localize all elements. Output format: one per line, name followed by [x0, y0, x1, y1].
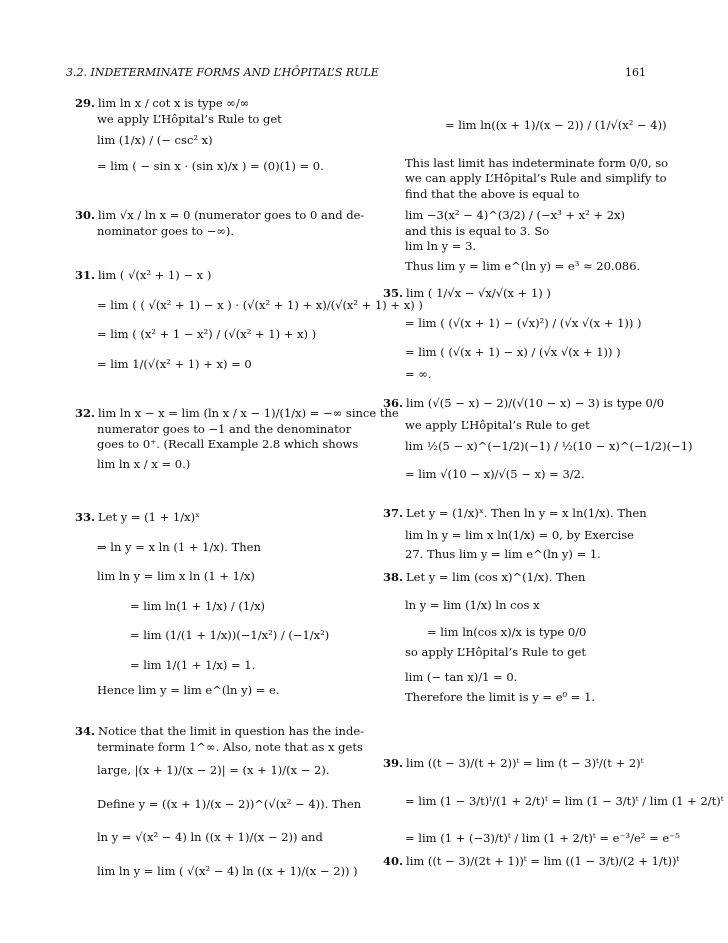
exercise-line: lim −3(x² − 4)^(3/2) / (−x³ + x² + 2x) and this is equal to 3. So — [405, 208, 625, 238]
page-number: 161 — [625, 66, 646, 79]
exercise-number: 34. — [75, 724, 96, 738]
exercise-line: ln y = √(x² − 4) ln ((x + 1)/(x − 2)) and — [97, 830, 323, 845]
exercise-line: Thus lim y = lim e^(ln y) = e³ ≈ 20.086. — [405, 258, 641, 273]
exercise-line: = lim √(10 − x)/√(5 − x) = 3/2. — [405, 466, 585, 481]
exercise-40 — [383, 854, 680, 870]
exercise-line: Let y = (1 + 1/x)ˣ — [98, 510, 200, 524]
exercise-number: 33. — [75, 510, 96, 524]
exercise-line: goes to 0⁺. (Recall Example 2.8 which shows — [97, 437, 359, 452]
exercise-line: lim (1/x) / (− csc² x) — [97, 133, 213, 148]
exercise-line: lim ( 1/√x − √x/√(x + 1) ) — [406, 286, 551, 300]
exercise-line: lim √x / ln x = 0 (numerator goes to 0 and de- — [98, 208, 365, 222]
exercise-37 — [383, 506, 648, 563]
exercise-number: 32. — [75, 406, 96, 420]
exercise-line: = lim ln((x + 1)/(x − 2)) / (1/√(x² − 4)) — [445, 118, 667, 132]
exercise-line: = ∞. — [405, 366, 432, 381]
exercise-line: = lim 1/(1 + 1/x) = 1. — [130, 657, 256, 672]
exercise-number: 31. — [75, 268, 96, 282]
exercise-line: lim ((t − 3)/(2t + 1))ᵗ = lim ((1 − 3/t)/(2 + 1/t))ᵗ — [406, 854, 680, 868]
exercise-line: so apply L’Hôpital’s Rule to get — [405, 644, 586, 659]
exercise-number: 40. — [383, 854, 404, 868]
exercise-line: nominator goes to −∞). — [97, 223, 235, 238]
exercise-line: = lim (1 + (−3)/t)ᵗ / lim (1 + 2/t)ᵗ = e⁻³/e² = e⁻⁵ — [405, 831, 680, 846]
exercise-line: large, |(x + 1)/(x − 2)| = (x + 1)/(x − 2). — [97, 763, 330, 778]
exercise-line: numerator goes to −1 and the denominator — [97, 421, 352, 436]
exercise-29 — [75, 96, 337, 174]
exercise-line: = lim ln(cos x)/x is type 0/0 — [427, 625, 587, 640]
exercise-line: we apply L’Hôpital’s Rule to get — [405, 417, 590, 432]
exercise-34 — [75, 724, 365, 879]
exercise-38 — [383, 570, 648, 705]
exercise-line: lim ln x / cot x is type ∞/∞ — [98, 96, 250, 110]
exercise-line: Define y = ((x + 1)/(x − 2))^(√(x² − 4)). Then — [97, 796, 362, 811]
exercise-number: 36. — [383, 396, 404, 410]
exercise-number: 35. — [383, 286, 404, 300]
exercise-line: terminate form 1^∞. Also, note that as x gets — [97, 739, 363, 754]
exercise-36 — [383, 396, 693, 482]
exercise-line: we can apply L’Hôpital’s Rule and simplify to — [405, 171, 667, 186]
exercise-number: 38. — [383, 570, 404, 584]
exercise-number: 30. — [75, 208, 96, 222]
exercise-line: Let y = lim (cos x)^(1/x). Then — [406, 570, 586, 584]
exercise-30 — [75, 208, 365, 239]
exercise-line: lim ln y = lim x ln (1 + 1/x) — [97, 569, 255, 584]
exercise-line: lim ln x − x = lim (ln x / x − 1)/(1/x) = −∞ since the — [98, 406, 399, 420]
exercise-line: = lim ( ( √(x² + 1) − x ) · (√(x² + 1) + x)/(√(x² + 1) + x) ) — [97, 297, 423, 312]
exercise-line: we apply L’Hôpital’s Rule to get — [97, 111, 282, 126]
exercise-39 — [383, 756, 724, 847]
exercise-34-continued — [383, 118, 669, 274]
exercise-32 — [75, 406, 399, 472]
section-title: 3.2. INDETERMINATE FORMS AND L’HÔPITAL’S RULE — [66, 66, 379, 79]
exercise-line: lim ln y = 3. — [405, 239, 477, 254]
exercise-33 — [75, 510, 337, 699]
exercise-line: lim (√(5 − x) − 2)/(√(10 − x) − 3) is type 0/0 — [406, 396, 665, 410]
exercise-line: = lim ( (x² + 1 − x²) / (√(x² + 1) + x) ) — [97, 327, 317, 342]
exercise-line: lim ln y = lim x ln(1/x) = 0, by Exercise — [405, 527, 634, 542]
exercise-line: lim ( √(x² + 1) − x ) — [98, 268, 212, 282]
exercise-line: Let y = (1/x)ˣ. Then ln y = x ln(1/x). Then — [406, 506, 647, 520]
exercise-line: Hence lim y = lim e^(ln y) = e. — [97, 683, 280, 698]
exercise-line: find that the above is equal to — [405, 186, 580, 201]
exercise-line: lim ln y = lim ( √(x² − 4) ln ((x + 1)/(x − 2)) ) — [97, 863, 358, 878]
exercise-number: 37. — [383, 506, 404, 520]
exercise-line: ln y = lim (1/x) ln cos x — [405, 597, 540, 612]
exercise-line: lim ln x / x = 0.) — [97, 456, 191, 471]
exercise-line: Therefore the limit is y = e⁰ = 1. — [405, 689, 596, 704]
exercise-35 — [383, 286, 648, 382]
exercise-line: This last limit has indeterminate form 0/0, so — [405, 155, 669, 170]
exercise-line: ⇒ ln y = x ln (1 + 1/x). Then — [97, 539, 261, 554]
exercise-line: = lim ( − sin x · (sin x)/x ) = (0)(1) = 0. — [97, 158, 324, 173]
exercise-line: = lim ln(1 + 1/x) / (1/x) — [130, 598, 266, 613]
exercise-line: Notice that the limit in question has the inde- — [98, 724, 365, 738]
exercise-number: 29. — [75, 96, 96, 110]
exercise-line: 27. Thus lim y = lim e^(ln y) = 1. — [405, 547, 601, 562]
running-head — [66, 66, 646, 81]
exercise-line: lim ½(5 − x)^(−1/2)(−1) / ½(10 − x)^(−1/2)(−1) — [405, 439, 693, 454]
exercise-line: = lim ( (√(x + 1) − x) / (√x √(x + 1)) ) — [405, 345, 621, 360]
exercise-number: 39. — [383, 756, 404, 770]
exercise-line: lim ((t − 3)/(t + 2))ᵗ = lim (t − 3)ᵗ/(t + 2)ᵗ — [406, 756, 644, 770]
exercise-line: = lim (1 − 3/t)ᵗ/(1 + 2/t)ᵗ = lim (1 − 3/t)ᵗ / lim (1 + 2/t)ᵗ — [405, 793, 724, 808]
exercise-line: = lim ( (√(x + 1) − (√x)²) / (√x √(x + 1)) ) — [405, 315, 642, 330]
exercise-line: = lim (1/(1 + 1/x))(−1/x²) / (−1/x²) — [130, 628, 330, 643]
exercise-line: = lim 1/(√(x² + 1) + x) = 0 — [97, 356, 252, 371]
exercise-line: lim (− tan x)/1 = 0. — [405, 670, 518, 685]
